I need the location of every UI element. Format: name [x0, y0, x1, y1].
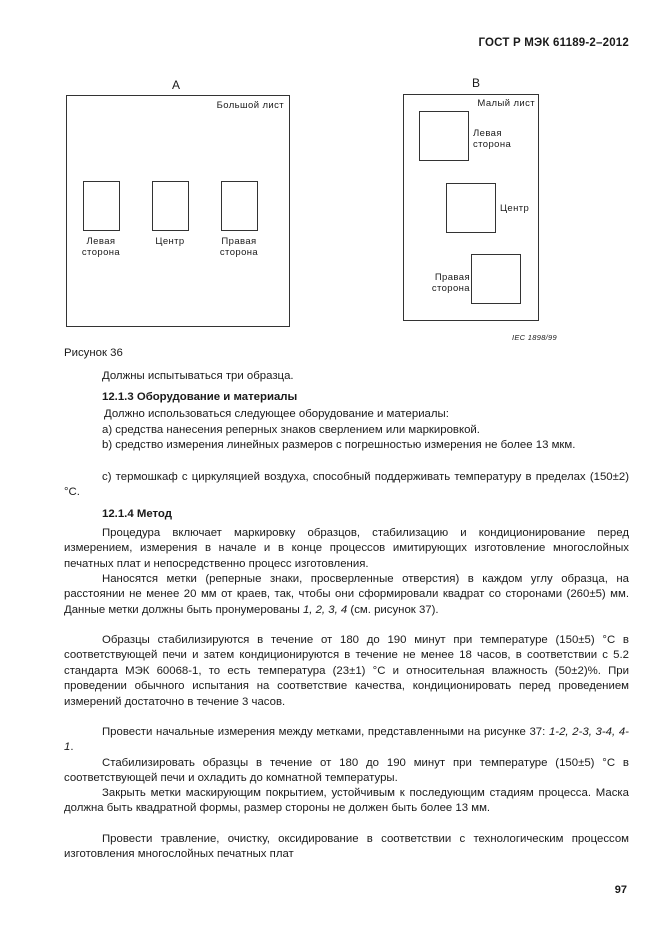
list-item-b: b) средство измерения линейных размеров с погрешностью измерения не более 13 мкм.	[102, 439, 576, 451]
panel-a-sheet-label: Большой лист	[216, 100, 284, 111]
method-paragraph-6: Закрыть метки маскирующим покрытием, устойчивым к последующим стадиям процесса. Маска должна быть квадратной формы, размер стороны не должен быть более 13 мм.	[64, 787, 629, 815]
panel-b-sample-left	[419, 111, 469, 161]
method-paragraph-7: Провести травление, очистку, оксидирование в соответствии с технологическим процессом изготовления многослойных печатных плат	[64, 833, 629, 861]
panel-b-label-center: Центр	[500, 203, 530, 214]
method-paragraph-1: Процедура включает маркировку образцов, стабилизацию и кондиционирование перед измерением, измерения в начале и в конце процессов имитирующих изготовление многослойных печатных плат и непосредственно процесс изготовления.	[64, 527, 629, 570]
panel-b-sample-center	[446, 183, 496, 233]
panel-a-label-right: Правая сторона	[219, 236, 259, 258]
panel-a-label-left: Левая сторона	[81, 236, 121, 258]
panel-a-sample-right	[221, 181, 258, 231]
panel-b-small-sheet	[403, 94, 539, 321]
page-number: 97	[614, 884, 627, 896]
panel-b-label-left: Левая сторона	[473, 128, 512, 150]
panel-a-large-sheet	[66, 95, 290, 327]
panel-b-sheet-label: Малый лист	[477, 98, 535, 109]
paragraph-samples: Должны испытываться три образца.	[102, 370, 294, 382]
section-12-1-3-title: 12.1.3 Оборудование и материалы	[102, 391, 298, 403]
panel-b-label-right: Правая сторона	[431, 272, 470, 294]
section-12-1-3-intro: Должно использоваться следующее оборудование и материалы:	[104, 408, 449, 420]
panel-b-letter: В	[472, 76, 481, 90]
figure-caption: Рисунок 36	[64, 347, 123, 359]
list-item-c: с) термошкаф с циркуляцией воздуха, способный поддерживать температуру в пределах (150±2) °С.	[64, 471, 629, 499]
method-paragraph-5: Стабилизировать образцы в течение от 180 до 190 минут при температуре (150±5) °С в соответствующей печи и охладить до комнатной температуры.	[64, 757, 629, 785]
panel-a-sample-center	[152, 181, 189, 231]
panel-b-sample-right	[471, 254, 521, 304]
panel-a-label-center: Центр	[155, 236, 185, 247]
list-item-a: а) средства нанесения реперных знаков сверлением или маркировкой.	[102, 424, 480, 436]
method-paragraph-3: Образцы стабилизируются в течение от 180 до 190 минут при температуре (150±5) °С в соответствующей печи и затем кондиционируются в течение не менее 18 часов, в соответствии с 5.2 стандарта МЭК 60068-1, то есть температура (23±1) °С и относительная влажность (50±2)%. При проведении обычного испытания на соответствие качества, кондиционировать перед проведением измерений достаточно в течение 3 часов.	[64, 634, 629, 708]
panel-a-sample-left	[83, 181, 120, 231]
standard-header: ГОСТ Р МЭК 61189-2–2012	[478, 37, 629, 49]
method-paragraph-4: Провести начальные измерения между метками, представленными на рисунке 37: 1-2, 2-3, 3-4, 4-1.	[64, 726, 629, 754]
section-12-1-4-title: 12.1.4 Метод	[102, 508, 172, 520]
iec-reference: IEC 1898/99	[512, 333, 557, 342]
panel-a-letter: А	[172, 78, 181, 92]
method-paragraph-2: Наносятся метки (реперные знаки, просверленные отверстия) в каждом углу образца, на расстоянии не менее 20 мм от краев, так, чтобы они сформировали квадрат со сторонами (260±5) мм. Данные метки должны быть пронумерованы 1, 2, 3, 4 (см. рисунок 37).	[64, 573, 629, 616]
